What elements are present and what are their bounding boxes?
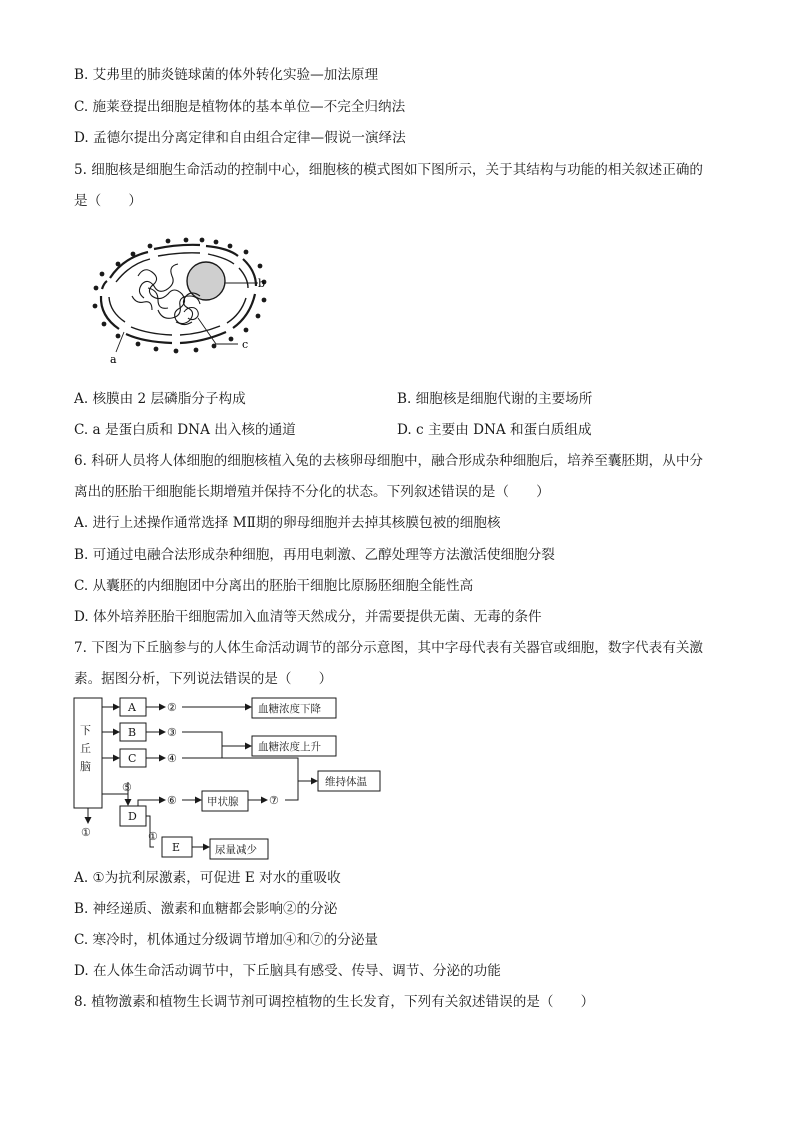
question-6-option-b: B. 可通过电融合法形成杂种细胞，再用电刺激、乙醇处理等方法激活使细胞分裂 — [74, 547, 555, 563]
hypothalamus-char: 下 — [80, 724, 91, 737]
hormone-1-b: ① — [148, 830, 158, 843]
question-5-option-a: A. 核膜由 2 层磷脂分子构成 — [74, 391, 246, 407]
question-5-stem: 5. 细胞核是细胞生命活动的控制中心，细胞核的模式图如下图所示，关于其结构与功能的相关叙述正确的 — [74, 162, 704, 178]
nucleolus — [187, 262, 225, 300]
question-5-option-b: B. 细胞核是细胞代谢的主要场所 — [397, 391, 593, 407]
question-7-option-c: C. 寒冷时，机体通过分级调节增加④和⑦的分泌量 — [74, 932, 379, 948]
question-6-stem: 6. 科研人员将人体细胞的细胞核植入兔的去核卵母细胞中，融合形成杂种细胞后，培养至囊胚期，从中分 — [74, 453, 704, 469]
box-e-label: E — [172, 841, 181, 854]
ribosome-dots — [93, 238, 267, 354]
thyroid-label: 甲状腺 — [207, 796, 239, 808]
hypothalamus-regulation-diagram — [70, 694, 390, 864]
question-7-stem: 素。据图分析，下列说法错误的是（ ） — [74, 671, 333, 687]
question-6-stem: 离出的胚胎干细胞能长期增殖并保持不分化的状态。下列叙述错误的是（ ） — [74, 484, 550, 500]
box-a-label: A — [128, 701, 136, 714]
nucleus-diagram — [88, 236, 288, 366]
hormone-4: ④ — [167, 752, 177, 765]
question-6-option-d: D. 体外培养胚胎干细胞需加入血清等天然成分，并需要提供无菌、无毒的条件 — [74, 609, 542, 625]
question-7-option-a: A. ①为抗利尿激素，可促进 E 对水的重吸收 — [74, 870, 341, 886]
option-line: D. 孟德尔提出分离定律和自由组合定律—假说一演绎法 — [74, 130, 406, 146]
hormone-6: ⑥ — [167, 794, 177, 807]
hormone-3: ③ — [167, 726, 177, 739]
urine-label: 尿量减少 — [215, 844, 257, 856]
option-line: C. 施莱登提出细胞是植物体的基本单位—不完全归纳法 — [74, 99, 406, 115]
question-8-stem: 8. 植物激素和植物生长调节剂可调控植物的生长发育，下列有关叙述错误的是（ ） — [74, 994, 595, 1010]
label-a: a — [110, 353, 117, 366]
hypothalamus-char: 脑 — [80, 760, 91, 773]
hormone-1: ① — [81, 826, 91, 839]
glucose-down-label: 血糖浓度下降 — [258, 703, 321, 715]
question-6-option-c: C. 从囊胚的内细胞团中分离出的胚胎干细胞比原肠胚细胞全能性高 — [74, 578, 474, 594]
question-5-stem: 是（ ） — [74, 193, 142, 209]
question-5-option-c: C. a 是蛋白质和 DNA 出入核的通道 — [74, 422, 296, 438]
glucose-up-label: 血糖浓度上升 — [258, 741, 321, 753]
label-b: b — [258, 277, 266, 290]
box-d-label: D — [128, 810, 137, 823]
question-7-option-b: B. 神经递质、激素和血糖都会影响②的分泌 — [74, 901, 338, 917]
hormone-7: ⑦ — [269, 794, 279, 807]
question-7-stem: 7. 下图为下丘脑参与的人体生命活动调节的部分示意图，其中字母代表有关器官或细胞，数字代表有关激 — [74, 640, 704, 656]
label-c: c — [242, 338, 249, 351]
hormone-5: ⑤ — [122, 781, 132, 794]
question-5-option-d: D. c 主要由 DNA 和蛋白质组成 — [397, 422, 592, 438]
body-temp-label: 维持体温 — [325, 776, 367, 788]
hypothalamus-char: 丘 — [80, 742, 91, 755]
nuclear-envelope — [101, 245, 256, 343]
box-c-label: C — [128, 752, 137, 765]
question-7-option-d: D. 在人体生命活动调节中，下丘脑具有感受、传导、调节、分泌的功能 — [74, 963, 501, 979]
hormone-2: ② — [167, 701, 177, 714]
option-line: B. 艾弗里的肺炎链球菌的体外转化实验—加法原理 — [74, 67, 379, 83]
question-6-option-a: A. 进行上述操作通常选择 MⅡ期的卵母细胞并去掉其核膜包被的细胞核 — [74, 515, 501, 531]
box-b-label: B — [128, 726, 137, 739]
